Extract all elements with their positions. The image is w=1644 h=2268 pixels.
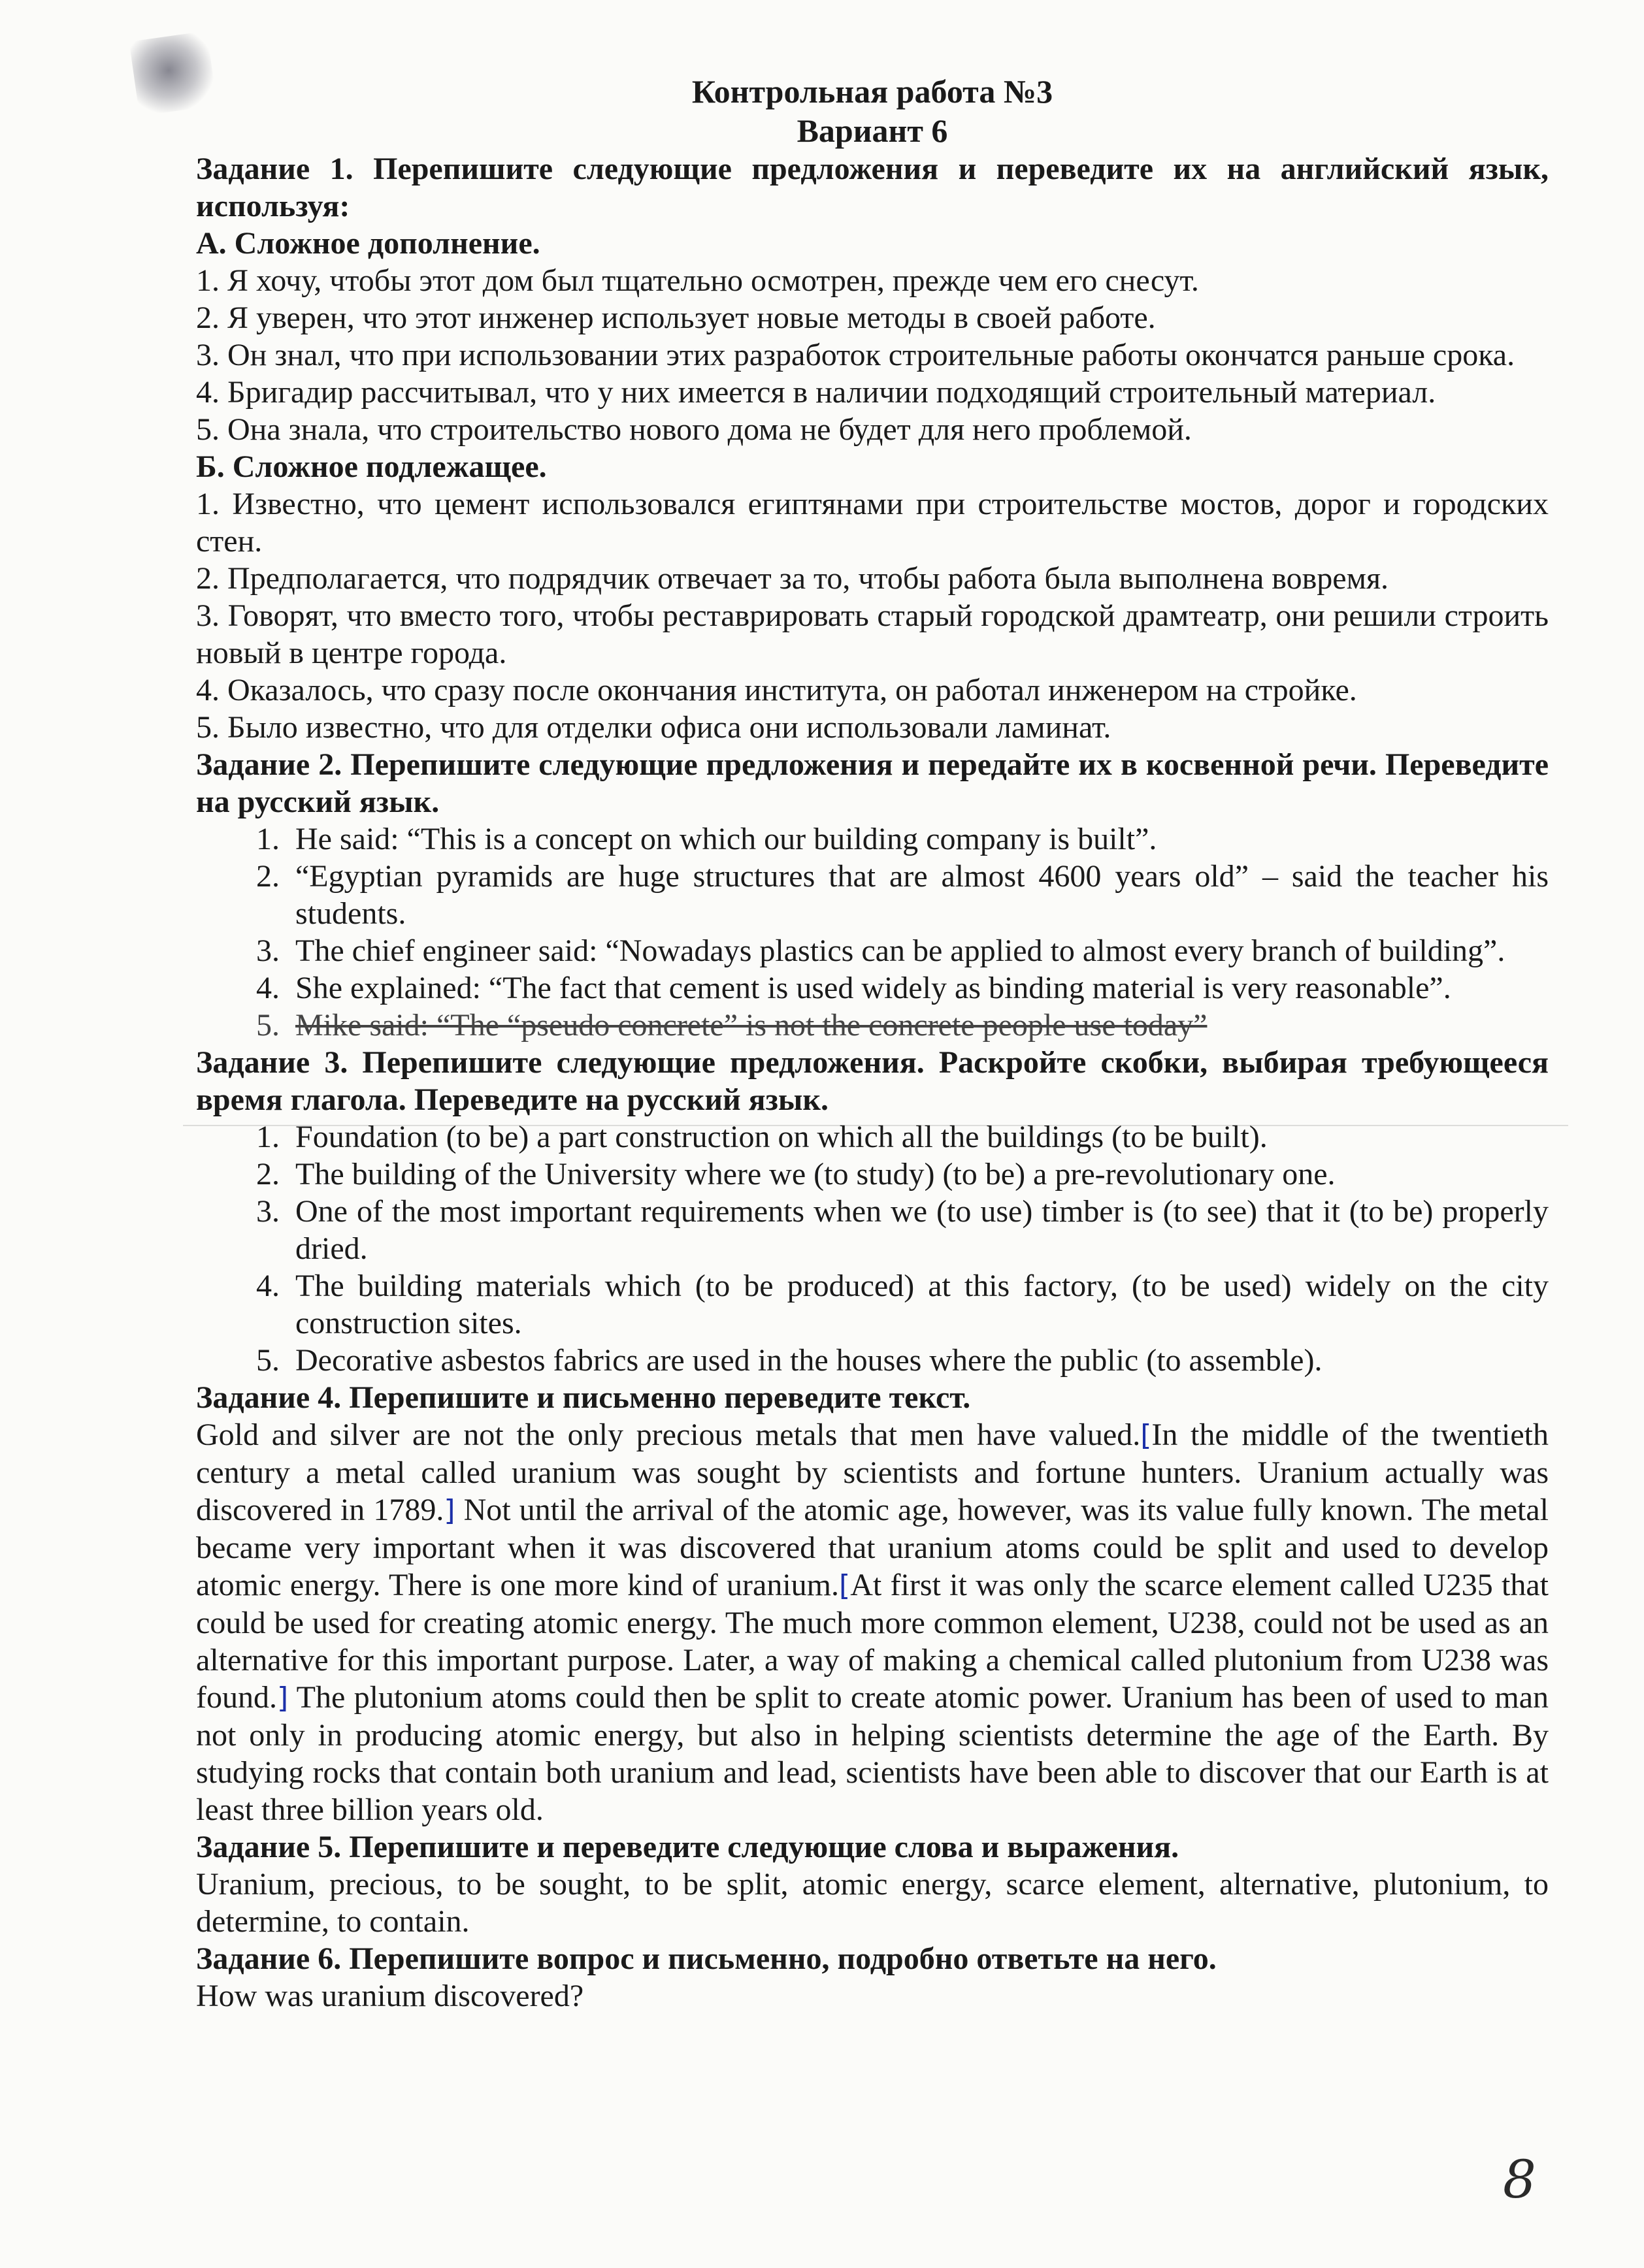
task2-item-struck: 5. Mike said: “The “pseudo concrete” is not the concrete people use today”: [288, 1007, 1549, 1044]
text-segment: Not until the arrival of the atomic age, however, was its value fully known. The metal became very important when it was discovered that uranium atoms could be split and used to develop atomic energy. There is one more kind of uranium.: [196, 1493, 1549, 1602]
bracket-mark: ]: [444, 1494, 455, 1527]
task4-heading: Задание 4. Перепишите и письменно переведите текст.: [196, 1380, 971, 1415]
text-segment: The plutonium atoms could then be split to create atomic power. Uranium has been of used to man not only in producing atomic energy, but also in helping scientists determine the age of the Earth. By studying rocks that contain both uranium and lead, scientists have been able to discover that our Earth is at least three billion years old.: [196, 1680, 1549, 1827]
task4-text: [196, 1416, 1549, 1828]
task1-a-item: 5. Она знала, что строительство нового дома не будет для него проблемой.: [196, 412, 1192, 447]
task1-a-item: 4. Бригадир рассчитывал, что у них имеется в наличии подходящий строительный материал.: [196, 375, 1436, 410]
task3-heading: Задание 3. Перепишите следующие предложения. Раскройте скобки, выбирая требующееся время глагола. Переведите на русский язык.: [196, 1045, 1549, 1117]
task1-b-item: 3. Говорят, что вместо того, чтобы реставрировать старый городской драмтеатр, они решили строить новый в центре города.: [196, 598, 1549, 670]
task1-b-item: 5. Было известно, что для отделки офиса они использовали ламинат.: [196, 710, 1111, 745]
bracket-mark: [: [839, 1569, 851, 1602]
task2-item: 3. The chief engineer said: “Nowadays plastics can be applied to almost every branch of building”.: [288, 932, 1549, 969]
task1-a-item: 2. Я уверен, что этот инженер использует новые методы в своей работе.: [196, 300, 1156, 335]
task2-heading: Задание 2. Перепишите следующие предложения и передайте их в косвенной речи. Переведите на русский язык.: [196, 747, 1549, 819]
task5-heading: Задание 5. Перепишите и переведите следующие слова и выражения.: [196, 1830, 1179, 1864]
document-title: Контрольная работа №3: [691, 73, 1053, 110]
task6-heading: Задание 6. Перепишите вопрос и письменно, подробно ответьте на него.: [196, 1941, 1217, 1976]
bracket-mark: ]: [276, 1681, 289, 1715]
task1-section-b-heading: Б. Сложное подлежащее.: [196, 449, 547, 484]
task2-list: [196, 820, 1549, 1044]
task1-heading: Задание 1. Перепишите следующие предложения и переведите их на английский язык, используя:: [196, 152, 1549, 223]
task2-item: 2. “Egyptian pyramids are huge structures that are almost 4600 years old” – said the teacher his students.: [288, 858, 1549, 932]
task3-item: 3. One of the most important requirements when we (to use) timber is (to see) that it (to be) properly dried.: [288, 1193, 1549, 1267]
task3-list: [196, 1118, 1549, 1379]
text-segment: At first it was only the scarce element called U235 that could be used for creating atomic energy. The much more common element, U238, could not be used as an alternative for this important purpose. Later, a way of making a chemical called plutonium from U238 was found.: [196, 1568, 1549, 1715]
bracket-mark: [: [1140, 1419, 1152, 1452]
task3-item: 2. The building of the University where we (to study) (to be) a pre-revolutionary one.: [288, 1156, 1549, 1193]
task3-item: 1. Foundation (to be) a part construction on which all the buildings (to be built).: [288, 1118, 1549, 1156]
task1-b-item: 2. Предполагается, что подрядчик отвечает за то, чтобы работа была выполнена вовремя.: [196, 561, 1389, 596]
task2-item: 4. She explained: “The fact that cement is used widely as binding material is very reasonable”.: [288, 969, 1549, 1007]
document-page: [196, 72, 1549, 2015]
task3-item: 4. The building materials which (to be produced) at this factory, (to be used) widely on the city construction sites.: [288, 1267, 1549, 1342]
task1-b-item: 1. Известно, что цемент использовался египтянами при строительстве мостов, дорог и городских стен.: [196, 487, 1549, 559]
task1-a-item: 1. Я хочу, чтобы этот дом был тщательно осмотрен, прежде чем его снесут.: [196, 263, 1199, 298]
task1-a-item: 3. Он знал, что при использовании этих разработок строительные работы окончатся раньше срока.: [196, 338, 1515, 372]
task2-item: 1. He said: “This is a concept on which our building company is built”.: [288, 820, 1549, 858]
task6-text: How was uranium discovered?: [196, 1979, 584, 2013]
task1-b-item: 4. Оказалось, что сразу после окончания института, он работал инженером на стройке.: [196, 673, 1357, 707]
handwritten-page-number: 8: [1503, 2149, 1536, 2210]
text-segment: In the middle of the twentieth century a metal called uranium was sought by scientists and fortune hunters. Uranium actually was discovered in 1789.: [196, 1418, 1549, 1527]
task1-section-a-heading: А. Сложное дополнение.: [196, 226, 540, 261]
task3-item: 5. Decorative asbestos fabrics are used in the houses where the public (to assemble).: [288, 1342, 1549, 1379]
task5-text: Uranium, precious, to be sought, to be split, atomic energy, scarce element, alternative, plutonium, to determine, to contain.: [196, 1867, 1549, 1939]
variant-label: Вариант 6: [797, 112, 948, 149]
text-segment: Gold and silver are not the only precious metals that men have valued.: [196, 1418, 1141, 1452]
